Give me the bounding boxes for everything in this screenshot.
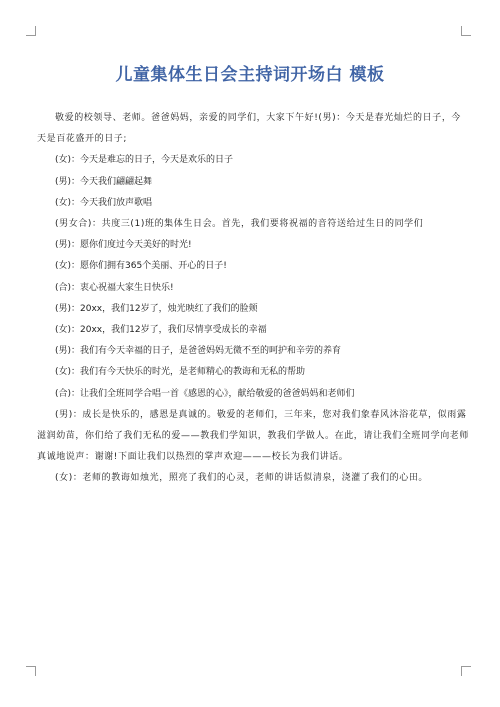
paragraph: (男)：20xx，我们12岁了，烛光映红了我们的脸颊 <box>55 303 258 314</box>
paragraph: (男)：今天我们翩翩起舞 <box>55 176 153 187</box>
document-title: 儿童集体生日会主持词开场白 模板 <box>115 65 385 85</box>
paragraph: (合)：衷心祝福大家生日快乐! <box>55 282 174 293</box>
paragraph-opening: 敬爱的校领导、老师。爸爸妈妈，亲爱的同学们，大家下午好!(男)：今天是春光灿烂的日子，今天是百花盛开的日子; <box>37 113 462 145</box>
paragraph: (合)：让我们全班同学合唱一首《感恩的心》，献给敬爱的爸爸妈妈和老师们 <box>55 388 355 399</box>
paragraph: (女)：我们有今天快乐的时光，是老师精心的教诲和无私的帮助 <box>55 367 306 378</box>
paragraph: (男)：成长是快乐的，感恩是真诚的。敬爱的老师们，三年来，您对我们象春风沐浴花草，似雨露滋润幼苗，你们给了我们无私的爱——教我们学知识，教我们学做人。在此，请让我们全班同学向老师真诚地说声：谢谢!下面让我们以热烈的掌声欢迎———校长为我们讲话。 <box>37 409 470 463</box>
paragraph-closing: (女)：老师的教诲如烛光，照亮了我们的心灵，老师的讲话似清泉，浇灌了我们的心田。 <box>55 473 429 484</box>
crop-mark-bottom-right <box>461 666 471 676</box>
crop-mark-top-left <box>26 26 36 36</box>
crop-mark-bottom-left <box>26 666 36 676</box>
paragraph: (女)：20xx，我们12岁了，我们尽情享受成长的幸福 <box>55 325 267 336</box>
paragraph: (女)：今天我们放声歌唱 <box>55 197 153 208</box>
document-body <box>37 108 469 490</box>
crop-mark-top-right <box>461 26 471 36</box>
paragraph: (男)：愿你们度过今天美好的时光! <box>55 240 192 251</box>
paragraph: (男)：我们有今天幸福的日子，是爸爸妈妈无微不至的呵护和辛劳的养育 <box>55 346 342 357</box>
paragraph: (女)：今天是难忘的日子，今天是欢乐的日子 <box>55 155 234 166</box>
paragraph: (男女合)：共度三(1)班的集体生日会。首先，我们要将祝福的音符送给过生日的同学们 <box>55 219 424 230</box>
paragraph: (女)：愿你们拥有365个美丽、开心的日子! <box>55 261 227 272</box>
